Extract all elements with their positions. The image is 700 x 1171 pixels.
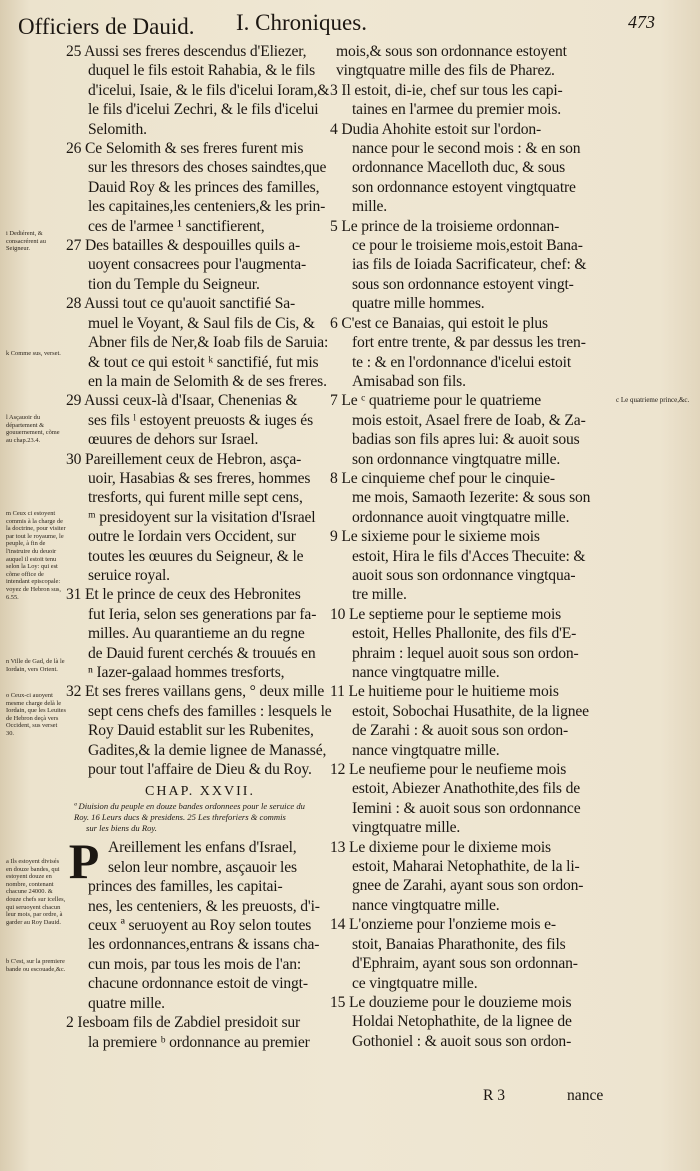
page-number: 473 <box>628 12 655 32</box>
text-line: 26 Ce Selomith & ses freres furent mis <box>66 140 304 158</box>
text-line: ⁿ Iazer-galaad hommes tresforts, <box>88 664 285 681</box>
text-line: pour tout l'affaire de Dieu & du Roy. <box>88 761 312 779</box>
text-line: de Dauid furent cerchés & trouués en <box>88 644 316 662</box>
text-line: nance vingtquatre mille. <box>352 664 500 681</box>
text-line: taines en l'armee du premier mois. <box>352 101 562 119</box>
chapter-heading <box>66 783 314 834</box>
text-line: Dauid Roy & les princes des familles, <box>88 178 320 196</box>
text-line: les ordonnances,entrans & issans cha- <box>88 936 320 954</box>
text-line: en la main de Selomith & de ses freres. <box>88 372 327 390</box>
text-line: cun mois, par tous les mois de l'an: <box>88 955 302 973</box>
margin-note: m Ceux ci estoyent commis à la charge de la doctrine, pour visiter par tout le royaume, le peuple, à fin de l'instruire du deuoir auquel il estoit tenu selon la Loy: qui est cõme office de intendant episcopale: voyez de Hebron sus, 6.55. <box>6 510 66 601</box>
text-line: 6 C'est ce Banaias, qui estoit le plus <box>330 314 548 332</box>
text-line: 11 Le huitieme pour le huitieme mois <box>330 683 559 701</box>
text-line: son ordonnance vingtquatre mille. <box>352 450 561 468</box>
text-line: estoit, Abiezer Anathothite,des fils de <box>352 780 581 798</box>
text-line: fut Ieria, selon ses generations par fa- <box>88 605 317 623</box>
text-line: vingtquatre mille. <box>352 819 461 837</box>
running-title-center: I. Chroniques. <box>236 10 367 35</box>
text-line: 28 Aussi tout ce qu'auoit sanctifié Sa- <box>66 295 296 313</box>
text-line: outre le Iordain vers Occident, sur <box>88 528 296 546</box>
text-line: 27 Des batailles & despouilles quils a- <box>66 237 301 255</box>
text-line: les capitaines,les centeniers,& les prin- <box>88 198 326 216</box>
text-line: tre mille. <box>352 586 407 604</box>
text-line: Amisabad son fils. <box>352 372 466 390</box>
text-line: 7 Le ᶜ quatrieme pour le quatrieme <box>330 392 542 410</box>
text-line: ce vingtquatre mille. <box>352 974 478 992</box>
text-line: 32 Et ses freres vaillans gens, ° deux mille <box>66 683 325 701</box>
text-line: 3 Il estoit, di-ie, chef sur tous les capi- <box>330 81 563 99</box>
margin-note: o Ceux-ci auoyent mesme charge delà le Iordain, que les Leuites de Hebron deçà vers Occident, sus verset 30. <box>6 692 66 737</box>
text-line: mille. <box>352 198 388 216</box>
text-line: duquel le fils estoit Rahabia, & le fils <box>88 62 315 80</box>
text-line: la premiere ᵇ ordonnance au premier <box>88 1033 310 1051</box>
drop-cap: P <box>68 833 100 890</box>
text-line: quatre mille hommes. <box>352 295 485 313</box>
text-line: nance pour le second mois : & en son <box>352 140 581 158</box>
running-title-left: Officiers de Dauid. <box>18 14 195 39</box>
text-line: ias fils de Ioiada Sacrificateur, chef: & <box>352 256 587 274</box>
text-line: 31 Et le prince de ceux des Hebronites <box>66 586 301 604</box>
text-line: 12 Le neufieme pour le neufieme mois <box>330 761 567 779</box>
text-line: tresforts, qui furent mille sept cens, <box>88 489 303 507</box>
text-line: 5 Le prince de la troisieme ordonnan- <box>330 217 560 235</box>
text-line: toutes les œuures du Seigneur, & le <box>88 547 304 565</box>
text-line: sur les thresors des choses saindtes,que <box>88 159 327 177</box>
text-line: uoir, Hasabias & ses freres, hommes <box>88 469 311 487</box>
text-line: & tout ce qui estoit ᵏ sanctifié, fut mis <box>88 353 319 371</box>
text-line: de Zarahi : & auoit sous son ordon- <box>352 722 569 740</box>
text-line: auoit sous son ordonnance vingtqua- <box>352 566 576 584</box>
chapter-summary-line: sur les biens du Roy. <box>86 823 157 834</box>
text-line: le fils d'icelui Zechri, & le fils d'icelui <box>88 101 319 119</box>
text-line: estoit, Maharai Netophathite, de la li- <box>352 858 580 876</box>
chapter-opening <box>66 833 320 1051</box>
text-line: ce pour le troisieme mois,estoit Bana- <box>352 237 583 255</box>
text-line: 25 Aussi ses freres descendus d'Eliezer, <box>66 43 307 60</box>
text-line: muel le Voyant, & Saul fils de Cis, & <box>88 314 315 332</box>
text-line: Abner fils de Ner,& Ioab fils de Saruia: <box>88 334 329 352</box>
text-line: Roy Dauid establit sur les Rubenites, <box>88 722 314 740</box>
text-line: nes, les centeniers, & les preuosts, d'i- <box>88 897 320 915</box>
text-line: quatre mille. <box>88 994 165 1012</box>
margin-note: a Ils estoyent divisés en douze bandes, qui estoyent douze en nombre, contenant chacune 24000. & douze chefs sur icelles, qui seruoyent chacun leur mois, par ordre, à garder au Roy Dauid. <box>6 858 66 926</box>
text-line: me mois, Samaoth Iezerite: & sous son <box>352 489 591 507</box>
running-header <box>0 8 700 42</box>
left-margin-notes <box>6 226 66 973</box>
text-line: ordonnance Macelloth duc, & sous <box>352 159 566 177</box>
text-line: estoit, Helles Phallonite, des fils d'E- <box>352 625 577 643</box>
text-line: stoit, Banaias Pharathonite, des fils <box>352 935 566 953</box>
text-line: princes des familles, les capitai- <box>88 878 283 896</box>
text-line: estoit, Hira le fils d'Acces Thecuite: & <box>352 547 586 565</box>
chapter-summary-line: ª Diuision du peuple en douze bandes ordonnees pour le seruice du <box>74 801 305 812</box>
margin-note: l Asçauoir du département & gouuernement, cõme au chap.23.4. <box>6 414 60 444</box>
right-column <box>330 42 612 1051</box>
text-line: nance vingtquatre mille. <box>352 896 500 914</box>
text-line: Gothoniel : & auoit sous son ordon- <box>352 1032 572 1050</box>
text-line: 30 Pareillement ceux de Hebron, asça- <box>66 450 302 468</box>
text-line: d'Ephraim, ayant sous son ordonnan- <box>352 955 578 973</box>
text-line: sept cens chefs des familles : lesquels le <box>88 702 332 720</box>
text-line: 4 Dudia Ahohite estoit sur l'ordon- <box>330 120 542 138</box>
text-line: gnee de Zarahi, ayant sous son ordon- <box>352 877 584 895</box>
left-column <box>66 42 332 1052</box>
text-line: 10 Le septieme pour le septieme mois <box>330 605 562 623</box>
text-line: estoit, Sobochai Husathite, de la lignee <box>352 702 589 720</box>
text-line: badias son fils apres lui: & auoit sous <box>352 431 580 449</box>
right-margin-note: c Le quatrieme prince,&c. <box>616 396 690 404</box>
text-line: mois estoit, Asael frere de Ioab, & Za- <box>352 411 586 429</box>
text-line: tion du Temple du Seigneur. <box>88 275 260 293</box>
text-line: 9 Le sixieme pour le sixieme mois <box>330 528 540 546</box>
text-line: d'icelui, Isaie, & le fils d'icelui Ioram,& <box>88 81 330 99</box>
text-line: phraim : lequel auoit sous son ordon- <box>352 644 579 662</box>
text-line: 29 Aussi ceux-là d'Isaar, Chenenias & <box>66 392 298 410</box>
text-line: 2 Iesboam fils de Zabdiel presidoit sur <box>66 1014 301 1032</box>
text-line: mois,& sous son ordonnance estoyent <box>336 43 567 60</box>
text-line: ses fils ˡ estoyent preuosts & iuges és <box>88 411 313 429</box>
chapter-summary-line: Roy. 16 Leurs ducs & presidens. 25 Les threforiers & commis <box>74 812 286 823</box>
text-line: 15 Le douzieme pour le douzieme mois <box>330 993 572 1011</box>
text-line: son ordonnance estoyent vingtquatre <box>352 178 576 196</box>
margin-note: b C'est, sur la premiere bande ou escouade,&c. <box>6 958 66 973</box>
text-line: chacune ordonnance estoit de vingt- <box>88 975 308 993</box>
margin-note: n Ville de Gad, de là le Iordain, vers Orient. <box>6 658 65 673</box>
margin-note: k Comme sus, verset. <box>6 350 61 357</box>
text-line: vingtquatre mille des fils de Pharez. <box>336 62 555 80</box>
text-line: selon leur nombre, asçauoir les <box>108 858 297 876</box>
chapter-title: CHAP. XXVII. <box>145 784 255 800</box>
margin-note: i Dediérent, & consacrérent au Seigneur. <box>6 230 46 253</box>
text-line: ces de l'armee ¹ sanctifierent, <box>88 217 265 235</box>
text-line: œuures de dehors sur Israel. <box>88 431 259 449</box>
text-line: 13 Le dixieme pour le dixieme mois <box>330 838 551 856</box>
text-line: milles. Au quarantieme an du regne <box>88 625 305 643</box>
text-line: 14 L'onzieme pour l'onzieme mois e- <box>330 916 556 934</box>
text-line: ordonnance auoit vingtquatre mille. <box>352 508 570 526</box>
text-line: uoyent consacrees pour l'augmenta- <box>88 256 307 274</box>
text-line: te : & en l'ordonnance d'icelui estoit <box>352 353 572 371</box>
text-line: Iemini : & auoit sous son ordonnance <box>352 799 581 817</box>
text-line: nance vingtquatre mille. <box>352 741 500 759</box>
text-line: Holdai Netophathite, de la lignee de <box>352 1013 572 1031</box>
text-line: Selomith. <box>88 120 147 138</box>
text-line: ceux ª seruoyent au Roy selon toutes <box>88 917 312 935</box>
text-line: Areillement les enfans d'Israel, <box>108 839 297 857</box>
signature-mark: R 3 <box>483 1087 506 1104</box>
text-line: seruice royal. <box>88 566 170 584</box>
text-line: 8 Le cinquieme chef pour le cinquie- <box>330 469 555 487</box>
catchword: nance <box>567 1087 604 1104</box>
text-line: Gadites,& la demie lignee de Manassé, <box>88 741 327 759</box>
text-line: ᵐ presidoyent sur la visitation d'Israel <box>88 508 316 526</box>
text-line: fort entre trente, & par dessus les tren- <box>352 334 586 352</box>
text-line: sous son ordonnance estoyent vingt- <box>352 275 574 293</box>
